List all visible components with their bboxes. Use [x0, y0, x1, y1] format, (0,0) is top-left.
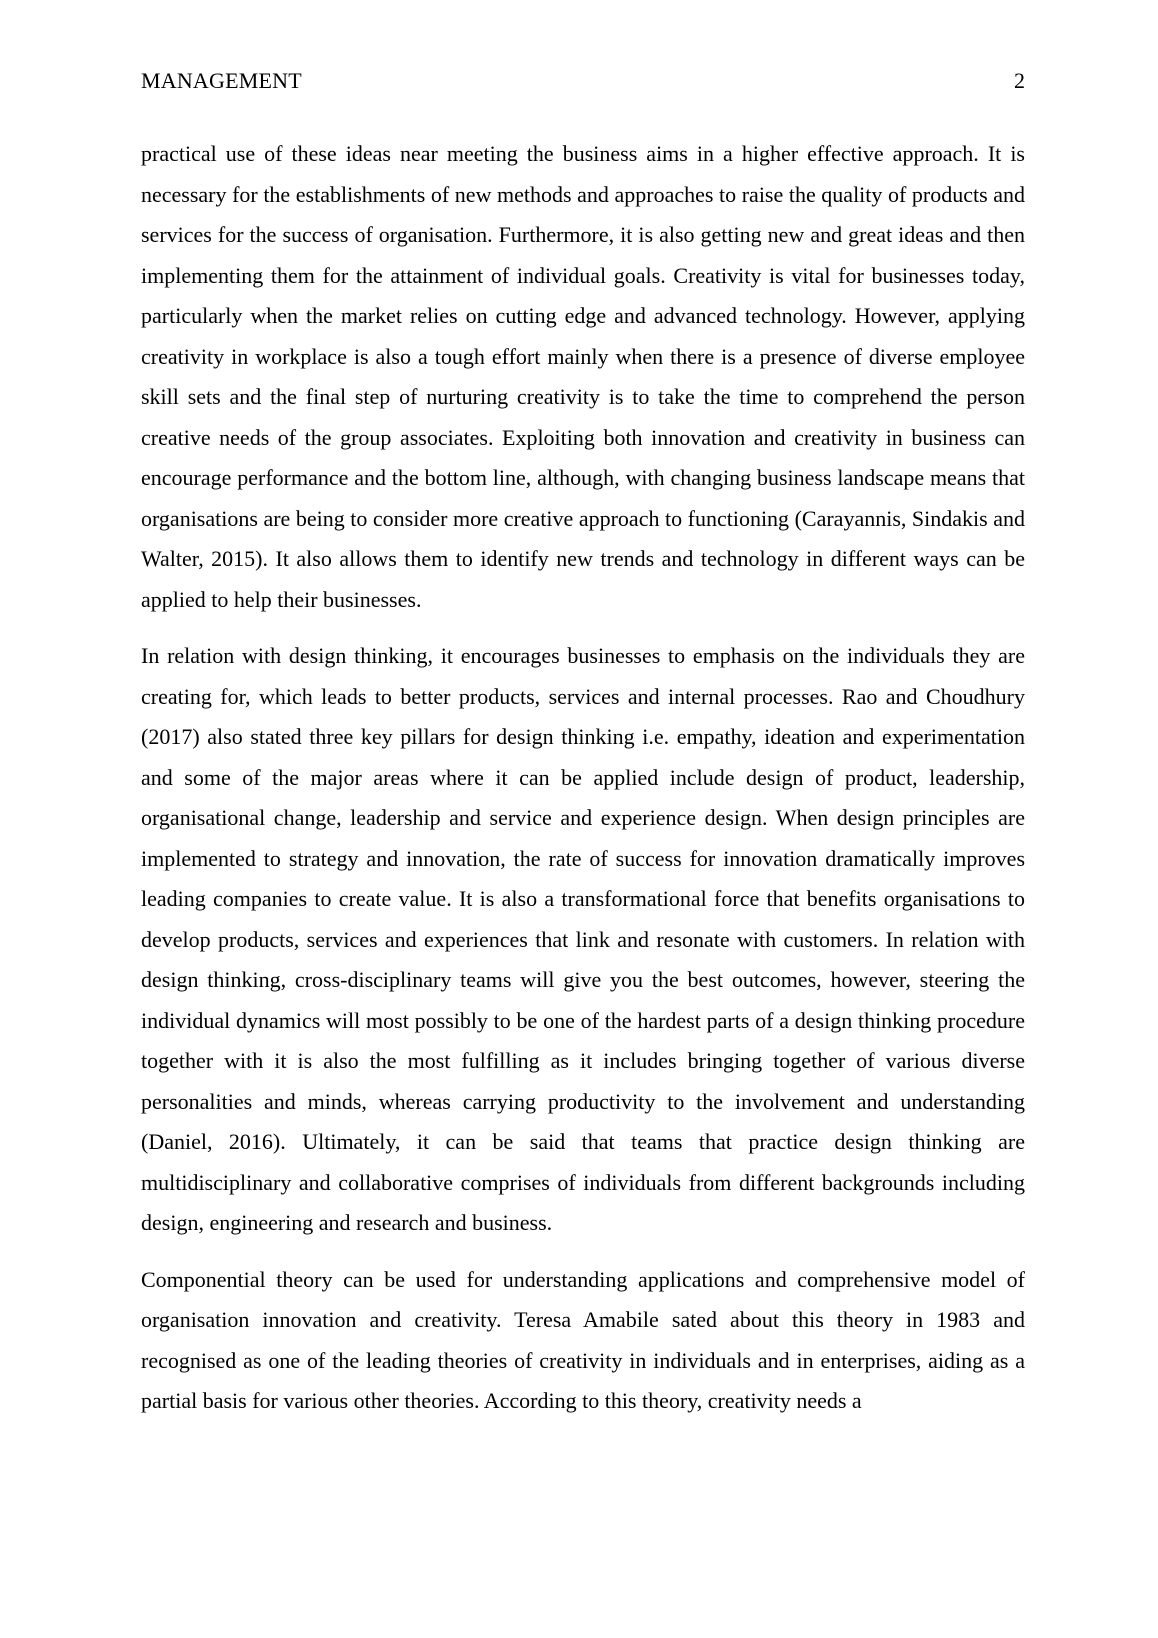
running-head: MANAGEMENT [141, 68, 302, 93]
page-header [141, 66, 1025, 96]
body-text [141, 134, 1025, 1438]
paragraph-componential-theory: Componential theory can be used for understanding applications and comprehensive model of organisation innovation and creativity. Teresa Amabile sated about this theory in 1983 and recognised as one of the leading theories of creativity in individuals and in enterprises, aiding as a partial basis for various other theories. According to this theory, creativity needs a [141, 1266, 1025, 1413]
paragraph-design-thinking: In relation with design thinking, it encourages businesses to emphasis on the individuals they are creating for, which leads to better products, services and internal processes. Rao and Choudhury (2017) also stated three key pillars for design thinking i.e. empathy, ideation and experimentation and some of the major areas where it can be applied include design of product, leadership, organisational change, leadership and service and experience design. When design principles are implemented to strategy and innovation, the rate of success for innovation dramatically improves leading companies to create value. It is also a transformational force that benefits organisations to develop products, services and experiences that link and resonate with customers. In relation with design thinking, cross-disciplinary teams will give you the best outcomes, however, steering the individual dynamics will most possibly to be one of the hardest parts of a design thinking procedure together with it is also the most fulfilling as it includes bringing together of various diverse personalities and minds, whereas carrying productivity to the involvement and understanding (Daniel, 2016). Ultimately, it can be said that teams that practice design thinking are multidisciplinary and collaborative comprises of individuals from different backgrounds including design, engineering and research and business. [141, 643, 1025, 1235]
paragraph-creativity-business: practical use of these ideas near meeting the business aims in a higher effective approach. It is necessary for the establishments of new methods and approaches to raise the quality of products and services for the success of organisation. Furthermore, it is also getting new and great ideas and then implementing them for the attainment of individual goals. Creativity is vital for businesses today, particularly when the market relies on cutting edge and advanced technology. However, applying creativity in workplace is also a tough effort mainly when there is a presence of diverse employee skill sets and the final step of nurturing creativity is to take the time to comprehend the person creative needs of the group associates. Exploiting both innovation and creativity in business can encourage performance and the bottom line, although, with changing business landscape means that organisations are being to consider more creative approach to functioning (Carayannis, Sindakis and Walter, 2015). It also allows them to identify new trends and technology in different ways can be applied to help their businesses. [141, 141, 1025, 612]
page-number: 2 [1014, 68, 1025, 93]
